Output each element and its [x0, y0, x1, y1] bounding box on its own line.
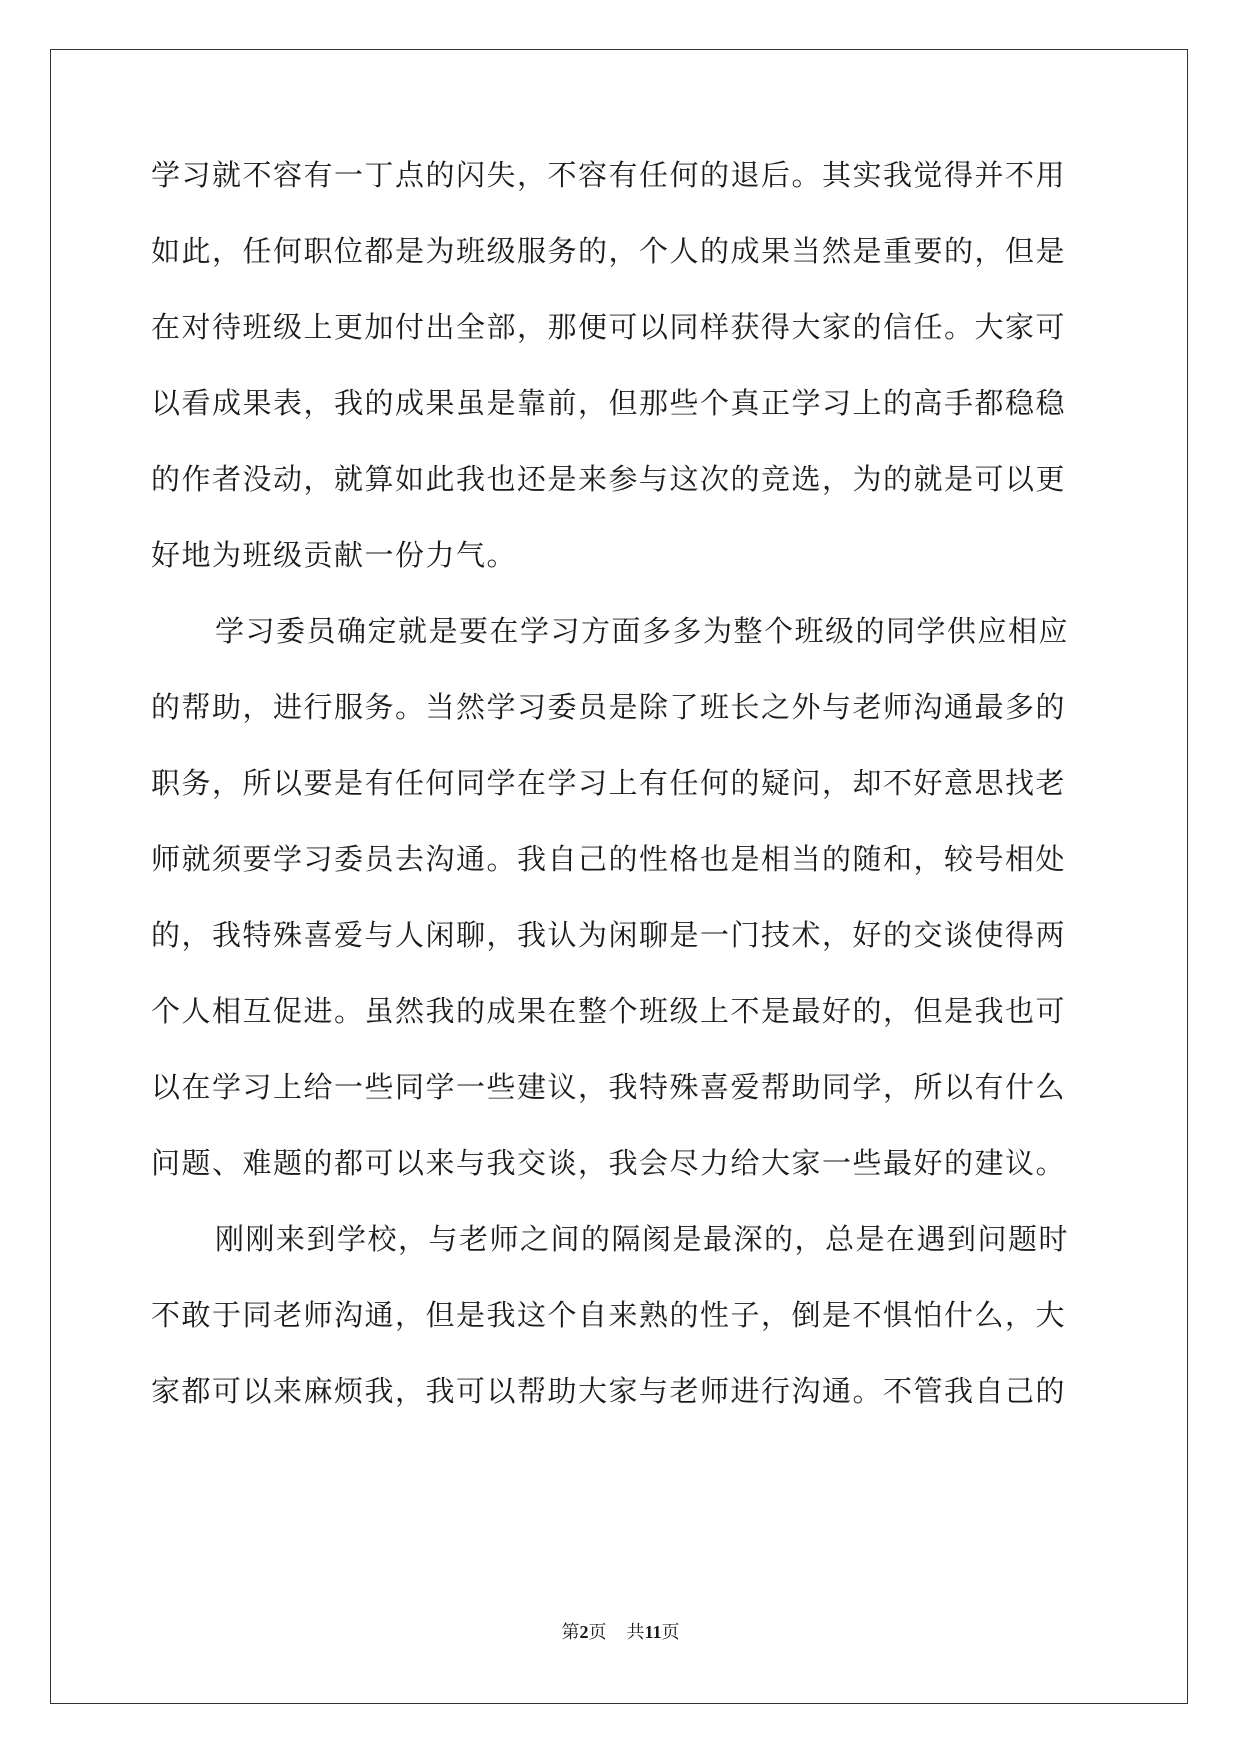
total-pages-number: 11	[644, 1622, 662, 1642]
text-line: 以在学习上给一些同学一些建议，我特殊喜爱帮助同学，所以有什么	[151, 1070, 1067, 1104]
paragraph-first-line: 学习委员确定就是要在学习方面多多为整个班级的同学供应相应	[215, 614, 1070, 648]
text-line: 职务，所以要是有任何同学在学习上有任何的疑问，却不好意思找老	[151, 766, 1067, 800]
text-line: 师就须要学习委员去沟通。我自己的性格也是相当的随和，较号相处	[151, 842, 1067, 876]
text-line: 如此，任何职位都是为班级服务的，个人的成果当然是重要的，但是	[151, 234, 1067, 268]
text-line: 不敢于同老师沟通，但是我这个自来熟的性子，倒是不惧怕什么，大	[151, 1298, 1067, 1332]
total-suffix: 页	[661, 1622, 680, 1642]
text-line: 的作者没动，就算如此我也还是来参与这次的竞选，为的就是可以更	[151, 462, 1067, 496]
text-line: 问题、难题的都可以来与我交谈，我会尽力给大家一些最好的建议。	[151, 1146, 1067, 1180]
text-line: 个人相互促进。虽然我的成果在整个班级上不是最好的，但是我也可	[151, 994, 1067, 1028]
text-line: 家都可以来麻烦我，我可以帮助大家与老师进行沟通。不管我自己的	[151, 1374, 1067, 1408]
text-line: 学习就不容有一丁点的闪失，不容有任何的退后。其实我觉得并不用	[151, 158, 1067, 192]
text-line: 在对待班级上更加付出全部，那便可以同样获得大家的信任。大家可	[151, 310, 1067, 344]
paragraph-first-line: 刚刚来到学校，与老师之间的隔阂是最深的，总是在遇到问题时	[215, 1222, 1070, 1256]
text-line: 的，我特殊喜爱与人闲聊，我认为闲聊是一门技术，好的交谈使得两	[151, 918, 1067, 952]
current-page-number: 2	[579, 1622, 589, 1642]
page-prefix: 第	[561, 1622, 580, 1642]
text-line: 以看成果表，我的成果虽是靠前，但那些个真正学习上的高手都稳稳	[151, 386, 1067, 420]
page-suffix: 页	[588, 1622, 607, 1642]
text-line: 好地为班级贡献一份力气。	[151, 538, 518, 572]
page-footer	[0, 1620, 1241, 1644]
total-prefix: 共	[626, 1622, 645, 1642]
text-line: 的帮助，进行服务。当然学习委员是除了班长之外与老师沟通最多的	[151, 690, 1067, 724]
